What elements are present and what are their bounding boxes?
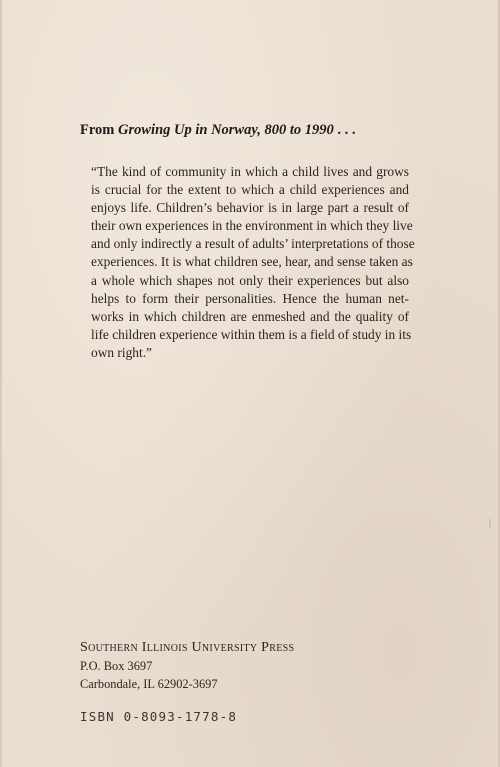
quote-line: enjoys life. Children’s behavior is in large part a result of [91, 200, 409, 216]
heading-ellipsis: . . . [333, 122, 356, 138]
publisher-address-line: P.O. Box 3697 [80, 659, 153, 673]
publisher-block [80, 639, 294, 693]
quote-line: “The kind of community in which a child lives and grows [91, 164, 409, 179]
quote-line: own right.” [91, 344, 152, 360]
quote-line: experiences. It is what children see, hear, and sense taken as [91, 254, 413, 270]
publisher-name: Southern Illinois University Press [80, 640, 295, 655]
quote-line: helps to form their personalities. Hence the human net- [91, 290, 409, 306]
isbn-number: ISBN 0-8093-1778-8 [80, 709, 238, 724]
excerpt-heading [80, 121, 480, 139]
quote-line: life children experience within them is a field of study in its [91, 326, 412, 342]
publisher-address-line: Carbondale, IL 62902-3697 [80, 677, 218, 691]
quote-line: their own experiences in the environment in which they live [91, 218, 413, 234]
quote-line: a whole which shapes not only their experiences but also [91, 272, 409, 288]
quote-line: works in which children are enmeshed and the quality of [91, 308, 409, 324]
cover-blemish [489, 519, 491, 528]
book-title: Growing Up in Norway, 800 to 1990 [118, 122, 334, 138]
heading-prefix: From [80, 122, 118, 138]
quote-line: and only indirectly a result of adults’ interpretations of those [91, 236, 415, 252]
excerpt-quote [91, 163, 415, 362]
quote-line: is crucial for the extent to which a child experiences and [91, 182, 409, 198]
